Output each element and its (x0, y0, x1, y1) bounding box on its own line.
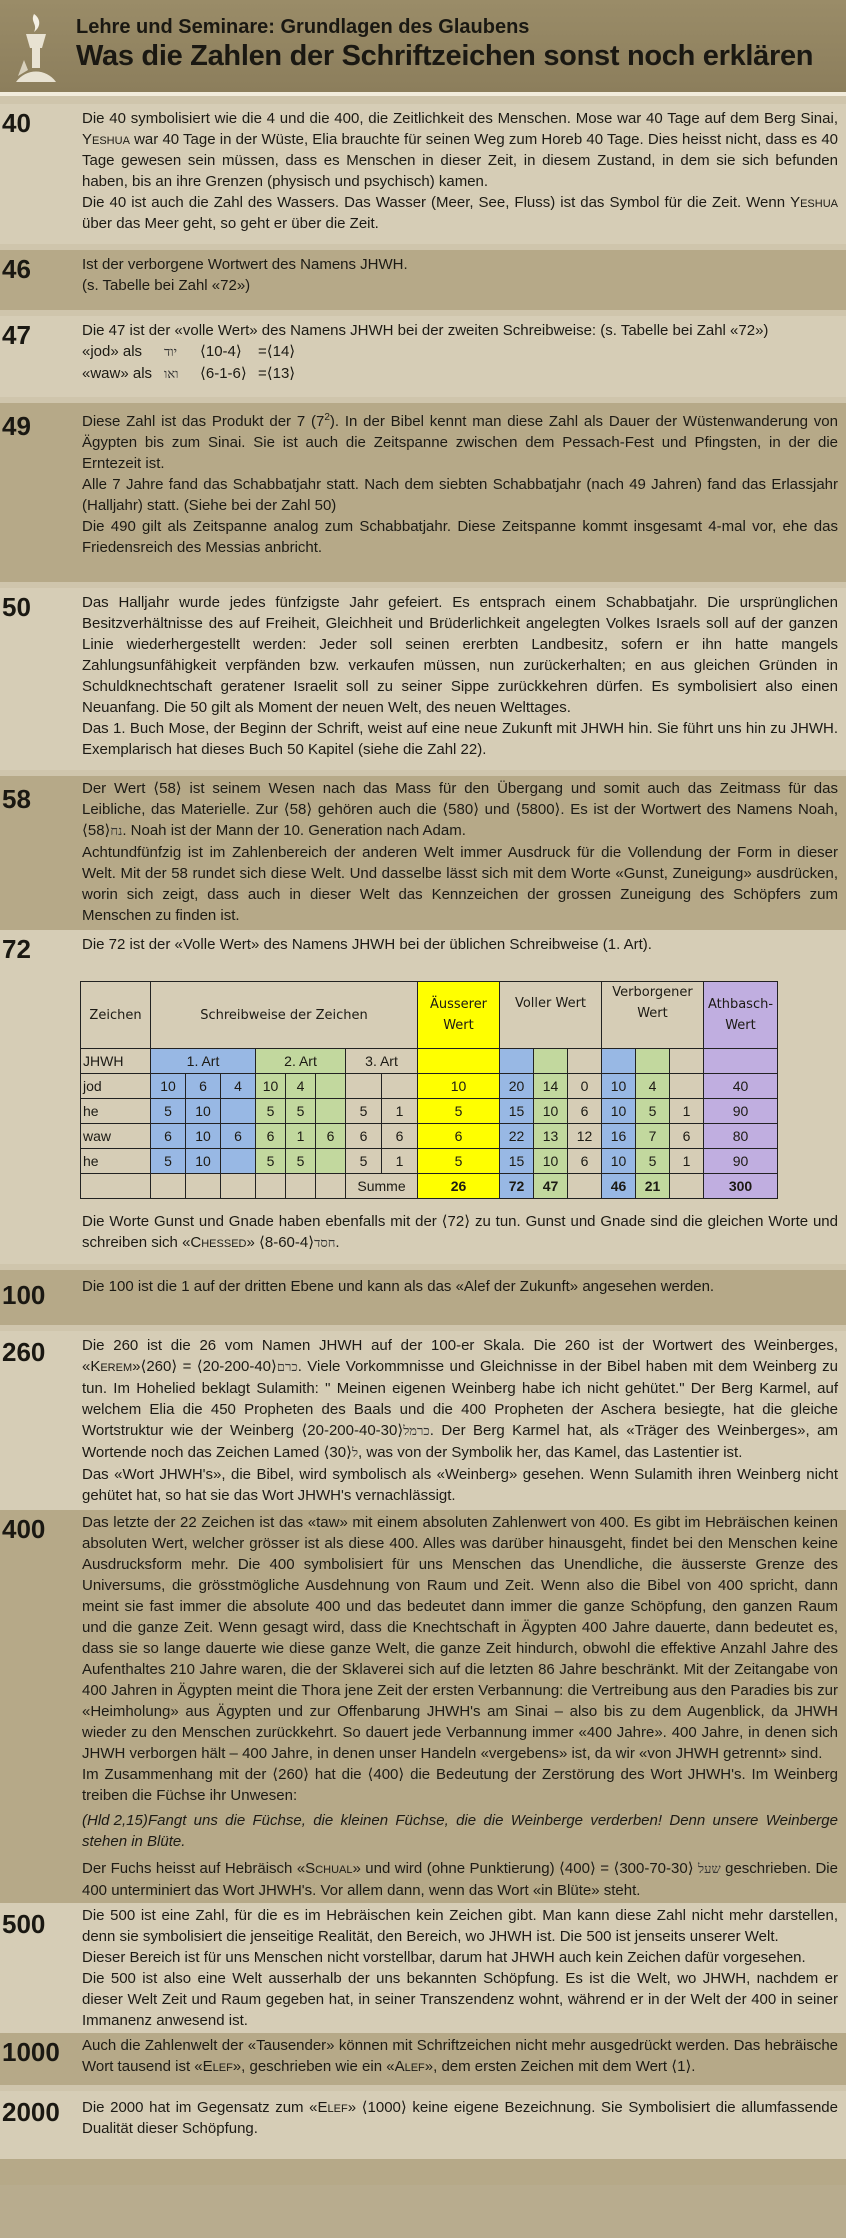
entry-number: 50 (2, 592, 31, 622)
entry-text: Achtundfünfzig ist im Zahlenbereich der anderen Welt immer Ausdruck für die Vollendung der Form in dieser Welt. Mit der 58 rundet sich diese Welt. Und dasselbe lässt sich mit dem Worte «Gunst, Zuneigung» ausdrücken, worin sich zeigt, dass auch in dieser Welt das Kennzeichen der grossen Zuneigung des Schöpfers zum Menschen zu finden ist. (82, 844, 838, 924)
page-footer-band (0, 2159, 846, 2185)
entry-text: Die 100 ist die 1 auf der dritten Ebene und kann als das «Alef der Zukunft» angesehen werden. (82, 1278, 715, 1295)
table-header-athbasch: Athbasch-Wert (704, 982, 778, 1049)
entry-260 (0, 1331, 846, 1510)
entry-number: 49 (2, 411, 31, 441)
entry-number: 40 (2, 108, 31, 138)
table-row: he 5 10 5 5 5 1 5 15 10 6 10 5 1 90 (81, 1149, 778, 1174)
table-header-verborgener: Verborgener Wert (602, 982, 704, 1025)
entry-number: 500 (2, 1909, 46, 1939)
table-row: waw 6 10 6 6 1 6 6 6 6 22 13 12 16 7 6 80 (81, 1124, 778, 1149)
entry-number: 400 (2, 1514, 46, 1544)
entry-text: Das Halljahr wurde jedes fünfzigste Jahr gefeiert. Es entsprach einem Schabbatjahr. Die ursprünglichen Besitzverhältnisse des auf Freiheit, Gleichheit und Brüderlichkeit angelegten Volkes Israels soll auf der ganzen Linie wiederhergestellt werden: Jeder soll seinen ererbten Landbesitz, sofern er ihn hatte mangels Zahlungsunfähigkeit verpfänden bzw. verkaufen müssen, nun zurückerhalten; en aus gleichen Gründen in Schuldknechtschaft geratener Israelit soll zu seiner Sippe zurückkehren dürfen. Es symbolisiert also einen Neuanfang. Die 50 gilt als Moment der neuen Welt, des neuen Welttages. (82, 594, 838, 716)
table-row: jod 10 6 4 10 4 10 20 14 0 10 4 40 (81, 1074, 778, 1099)
entry-72 (0, 930, 846, 1264)
header-subtitle: Lehre und Seminare: Grundlagen des Glaubens (76, 16, 530, 38)
entry-2000 (0, 2091, 846, 2159)
entry-text: Die 490 gilt als Zeitspanne analog zum Schabbatjahr. Diese Zeitspanne kommt insgesamt 4-mal vor, ehe das Friedensreich des Messias anbricht. (82, 518, 838, 556)
entry-40 (0, 104, 846, 244)
entry-1000 (0, 2033, 846, 2085)
jhwh-value-table (80, 981, 778, 1199)
entry-text: Der Fuchs heisst auf Hebräisch «Schual» und wird (ohne Punktierung) שעל ⟨300-70-30⟩ = ⟨400⟩ geschrieben. Die 400 unterminiert das Wort JHWH's. Vor allem dann, wenn das Wort «in Blüte» steht. (82, 1860, 838, 1899)
entry-number: 46 (2, 254, 31, 284)
entry-number: 100 (2, 1280, 46, 1310)
page-header (0, 0, 846, 96)
entry-text: Die 40 ist auch die Zahl des Wassers. Das Wasser (Meer, See, Fluss) ist das Symbol für die Zeit. Wenn Yeshua über das Meer geht, so geht er über die Zeit. (82, 194, 838, 232)
table-sum-row: Summe 26 72 47 46 21 300 (81, 1174, 778, 1199)
entry-text: Die 72 ist der «Volle Wert» des Namens JHWH bei der üblichen Schreibweise (1. Art). (82, 936, 652, 953)
table-row-label: JHWH (81, 1049, 151, 1074)
entry-text: Der Wert ⟨58⟩ ist seinem Wesen nach das Mass für den Übergang und somit auch das Zeitmass für das Leibliche, das Materielle. Zur ⟨58⟩ gehören auch die ⟨580⟩ und ⟨5800⟩. Es ist der Wortwert des Namens Noah, נח⟨58⟩. Noah ist der Mann der 10. Generation nach Adam. (82, 780, 838, 839)
entry-400 (0, 1510, 846, 1903)
bible-quote: (Hld 2,15)Fangt uns die Füchse, die kleinen Füchse, die die Weinberge verderben! Denn unsere Weinberge stehen in Blüte. (82, 1812, 838, 1850)
entry-46 (0, 250, 846, 310)
entry-text: Die 500 ist also eine Welt ausserhalb der uns bekannten Schöpfung. Es ist die Welt, wo JHWH, nachdem er dieser Welt Zeit und Raum gegeben hat, in seiner Transzendenz wohnt, während er in der Welt der 400 in seiner Immanenz anwesend ist. (82, 1970, 838, 2029)
entry-text: Das «Wort JHWH's», die Bibel, wird symbolisch als «Weinberg» gesehen. Wenn Sulamith ihren Weinberg nicht gehütet hat, so hat sie das Wort JHWH's vernachlässigt. (82, 1466, 838, 1504)
entry-text: «waw» als ואו ⟨6-1-6⟩ =⟨13⟩ (82, 365, 296, 382)
entry-58 (0, 776, 846, 930)
entry-text: Die 47 ist der «volle Wert» des Namens JHWH bei der zweiten Schreibweise: (s. Tabelle bei Zahl «72») (82, 322, 769, 339)
entry-text: «jod» als יוד ⟨10-4⟩ =⟨14⟩ (82, 343, 296, 360)
table-header-zeichen: Zeichen (81, 982, 151, 1049)
entry-47 (0, 316, 846, 397)
entry-number: 58 (2, 784, 31, 814)
table-art1-label: 1. Art (151, 1049, 256, 1074)
table-art3-label: 3. Art (346, 1049, 418, 1074)
entry-number: 1000 (2, 2037, 60, 2067)
entry-text: Alle 7 Jahre fand das Schabbatjahr statt. Nach dem siebten Schabbatjahr (nach 49 Jahren) fand das Erlassjahr (Halljahr) statt. (Siehe bei der Zahl 50) (82, 476, 838, 514)
entry-text: Das letzte der 22 Zeichen ist das «taw» mit einem absoluten Zahlenwert von 400. Es gibt im Hebräischen keinen absoluten Wert, welcher grösser ist als diese 400. Alles was darüber hinausgeht, findet bei den Menschen keine Ausdrucksform mehr. Die 400 symbolisiert für uns Menschen das Unendliche, die äusserste Grenze des Universums, die grösstmögliche Ausdehnung von Raum und Zeit. Wenn also die Bibel von 400 spricht, dann meint sie fast immer die absolute 400 und das bedeutet dann immer die ganze Schöpfung, den ganzen Raum und die ganze Zeit. Wenn gesagt wird, dass die Knechtschaft in Ägypten 400 Jahre dauerte, dann bedeutet es, dass sie so lange dauerte wie diese ganze Welt, die ganze Zeit hindurch, obwohl die effektive Anzahl Jahre des Aufenthaltes 210 Jahre waren, die der Sklaverei sich auf die letzten 86 Jahre beschränkt. Mit der Zeitangabe von 400 Jahren in Ägypten meint die Thora jene Zeit der ersten Verbannung: die Vertreibung aus den Paradies bis zur «Heimholung» aus Ägypten und zur Offenbarung JHWH's am Sinai – also bis zu dem Augenblick, da JHWH wieder zu den Menschen zurückkehrt. So dauert jede Verbannung immer «400 Jahre». 400 Jahre, in denen sich JHWH verborgen hält – 400 Jahre, in denen unser Handeln «vergebens» ist, da wir «von JHWH getrennt» sind. (82, 1514, 838, 1762)
page-title: Was die Zahlen der Schriftzeichen sonst noch erklären (76, 40, 814, 72)
entry-number: 47 (2, 320, 31, 350)
entry-text: Das 1. Buch Mose, der Beginn der Schrift, weist auf eine neue Zukunft mit JHWH hin. Sie führt uns hin zu JHWH. Exemplarisch hat dieses Buch 50 Kapitel (siehe die Zahl 22). (82, 720, 838, 758)
table-art2-label: 2. Art (256, 1049, 346, 1074)
entry-100 (0, 1270, 846, 1325)
entry-text: Die 260 ist die 26 vom Namen JHWH auf der 100-er Skala. Die 260 ist der Wortwert des Weinberges, «Kerem» כרם⟨20-200-40⟩ = ⟨260⟩. Viele Vorkommnisse und Gleichnisse in der Bibel haben mit dem Weinberg zu tun. Im Hohelied beklagt Sulamith: " Meinen eigenen Weinberg habe ich nicht gehütet." Der Berg Karmel, auf welchem Elia die 450 Propheten des Baals und die 400 Propheten der Aschera besiegte, hat die gleiche Wortstruktur wie der Weinberg כרמל⟨20-200-40-30⟩. Der Berg Karmel hat, als «Träger des Weinberges», am Wortende noch das Zeichen Lamed ל⟨30⟩, was von der Symbolik her, das Kamel, das Lastentier ist. (82, 1337, 838, 1461)
entry-text: Diese Zahl ist das Produkt der 7 $(7^2)$. In der Bibel kennt man diese Zahl als Dauer der Wüstenwanderung von Ägypten bis zum Sinai. Sie ist auch die Zeitspanne zwischen dem Pessach-Fest und Pfingsten, in der die Erntezeit ist. (82, 412, 838, 472)
entry-text: Auch die Zahlenwelt der «Tausender» können mit Schriftzeichen nicht mehr ausgedrückt werden. Das hebräische Wort tausend ist «Elef», geschrieben wie ein «Alef», dem ersten Zeichen mit dem Wert ⟨1⟩. (82, 2037, 838, 2075)
entry-text: Im Zusammenhang mit der ⟨260⟩ hat die ⟨400⟩ die Bedeutung der Zerstörung des Wort JHWH's. Im Weinberg treiben die Füchse ihr Unwesen: (82, 1766, 838, 1804)
entry-49 (0, 403, 846, 582)
table-header-schreibweise: Schreibweise der Zeichen (151, 982, 418, 1049)
entry-number: 2000 (2, 2097, 60, 2127)
entry-text: Ist der verborgene Wortwert des Namens JHWH. (82, 256, 408, 273)
entry-number: 72 (2, 934, 31, 964)
entry-500 (0, 1903, 846, 2033)
torch-logo-icon (12, 8, 60, 84)
entry-number: 260 (2, 1337, 46, 1367)
entry-text: Die 40 symbolisiert wie die 4 und die 400, die Zeitlichkeit des Menschen. Mose war 40 Tage auf dem Berg Sinai, Yeshua war 40 Tage in der Wüste, Elia brauchte für seinen Weg zum Horeb 40 Tage. Dies heisst nicht, dass es 40 Tage gewesen sein müssen, dass es Menschen in dieser Zeit, in diesem Zustand, in dem sie sich befunden haben, bis an ihre Grenzen (physisch und psychisch) kamen. (82, 110, 838, 190)
table-row: he 5 10 5 5 5 1 5 15 10 6 10 5 1 90 (81, 1099, 778, 1124)
entry-text: Die Worte Gunst und Gnade haben ebenfalls mit der ⟨72⟩ zu tun. Gunst und Gnade sind die gleichen Worte und schreiben sich «Chessed» חסד⟨8-60-4⟩. (82, 1213, 838, 1251)
table-header-voller: Voller Wert (500, 982, 602, 1025)
entry-text: Dieser Bereich ist für uns Menschen nicht vorstellbar, darum hat JHWH auch kein Zeichen dafür vorgesehen. (82, 1949, 806, 1966)
table-header-aeusserer: Äusserer Wert (418, 982, 500, 1049)
entry-text: (s. Tabelle bei Zahl «72») (82, 277, 251, 294)
entry-50 (0, 588, 846, 770)
entry-text: Die 2000 hat im Gegensatz zum «Elef» ⟨1000⟩ keine eigene Bezeichnung. Sie Symbolisiert die allumfassende Dualität dieser Schöpfung. (82, 2099, 838, 2137)
entry-text: Die 500 ist eine Zahl, für die es im Hebräischen kein Zeichen gibt. Man kann diese Zahl nicht mehr darstellen, denn sie symbolisiert die jenseitige Realität, den Bereich, wo JHWH ist. Die 500 ist jenseits unserer Welt. (82, 1907, 838, 1945)
